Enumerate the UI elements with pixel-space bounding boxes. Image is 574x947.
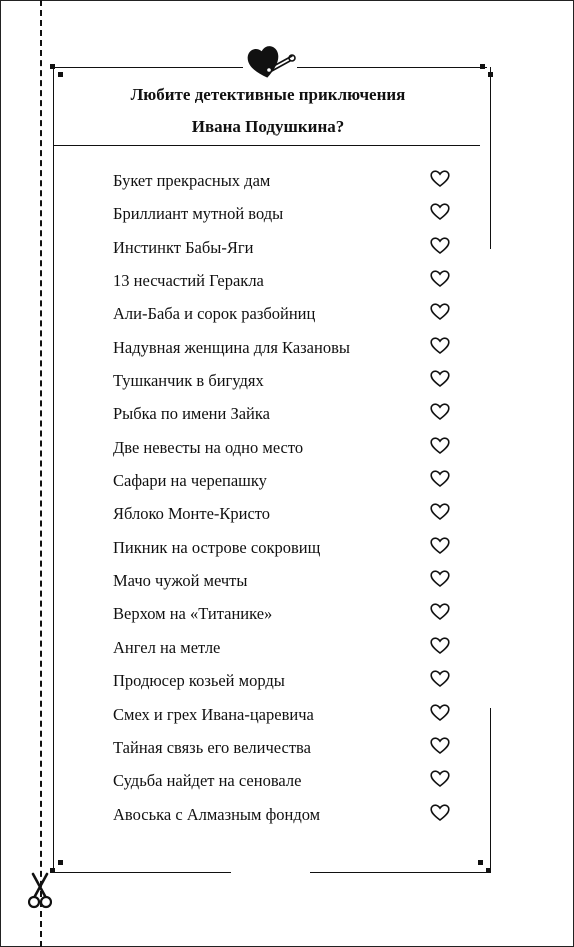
book-title: Пикник на острове сокровищ — [113, 537, 321, 557]
frame-corner-bottom-right — [486, 868, 491, 873]
cut-line — [40, 0, 42, 947]
heart-outline-icon — [430, 570, 450, 588]
heart-with-safety-pin-icon — [244, 40, 296, 82]
list-item — [113, 532, 458, 565]
heart-outline-icon — [430, 470, 450, 488]
heart-outline-icon — [430, 203, 450, 221]
book-title: Две невесты на одно место — [113, 437, 304, 457]
book-title: Сафари на черепашку — [113, 471, 267, 491]
heart-outline-icon — [430, 603, 450, 621]
heart-outline-icon — [430, 270, 450, 288]
heart-outline-icon — [430, 670, 450, 688]
page-title-line-1: Любите детективные приключения — [130, 85, 406, 104]
book-title: Тайная связь его величества — [113, 737, 311, 757]
heart-outline-icon — [430, 370, 450, 388]
frame-corner-top-right — [480, 64, 485, 69]
frame-corner-bottom-left — [50, 868, 55, 873]
book-title: Авоська с Алмазным фондом — [113, 804, 321, 824]
list-item — [113, 365, 458, 398]
frame-right-lower-line — [490, 708, 491, 873]
page-title-line-2: Ивана Подушкина? — [191, 117, 345, 136]
list-item — [113, 465, 458, 498]
book-title: Али-Баба и сорок разбойниц — [113, 304, 316, 324]
heart-outline-icon — [430, 403, 450, 421]
list-item — [113, 232, 458, 265]
book-title: Инстинкт Бабы-Яги — [113, 237, 254, 257]
heart-outline-icon — [430, 437, 450, 455]
list-item — [113, 398, 458, 431]
book-title: Надувная женщина для Казановы — [113, 337, 350, 357]
list-item — [113, 665, 458, 698]
book-title: Судьба найдет на сеновале — [113, 771, 302, 791]
title-divider — [53, 145, 480, 146]
frame-corner-top-right-inner — [488, 72, 493, 77]
scissors-icon — [28, 872, 52, 910]
frame-corner-top-left-inner — [58, 72, 63, 77]
frame-top-left-line — [53, 67, 243, 68]
heart-outline-icon — [430, 704, 450, 722]
frame-bottom-right-line — [310, 872, 488, 873]
heart-outline-icon — [430, 737, 450, 755]
book-title: Ангел на метле — [113, 637, 221, 657]
list-item — [113, 298, 458, 331]
frame-corner-top-left — [50, 64, 55, 69]
frame-right-upper-line — [490, 67, 491, 249]
heart-outline-icon — [430, 770, 450, 788]
frame-corner-bottom-left-inner — [58, 860, 63, 865]
list-item — [113, 632, 458, 665]
list-item — [113, 699, 458, 732]
frame-bottom-left-line — [53, 872, 231, 873]
book-title: Бриллиант мутной воды — [113, 204, 284, 224]
list-item — [113, 198, 458, 231]
heart-outline-icon — [430, 537, 450, 555]
book-title: Смех и грех Ивана-царевича — [113, 704, 314, 724]
frame-top-right-line — [297, 67, 487, 68]
book-title: Продюсер козьей морды — [113, 671, 285, 691]
book-title: 13 несчастий Геракла — [113, 271, 264, 291]
heart-outline-icon — [430, 637, 450, 655]
heart-outline-icon — [430, 237, 450, 255]
list-item — [113, 165, 458, 198]
list-item — [113, 799, 458, 832]
book-title: Букет прекрасных дам — [113, 171, 271, 190]
book-title: Тушканчик в бигудях — [113, 371, 264, 391]
list-item — [113, 732, 458, 765]
heart-outline-icon — [430, 337, 450, 355]
list-item — [113, 332, 458, 365]
list-item — [113, 498, 458, 531]
list-item — [113, 598, 458, 631]
book-title: Рыбка по имени Зайка — [113, 404, 270, 424]
book-title: Мачо чужой мечты — [113, 571, 248, 591]
heart-outline-icon — [430, 804, 450, 822]
book-title: Яблоко Монте-Кристо — [113, 504, 271, 524]
list-item — [113, 432, 458, 465]
list-item — [113, 265, 458, 298]
book-title: Верхом на «Титанике» — [113, 604, 273, 624]
heart-outline-icon — [430, 303, 450, 321]
frame-corner-bottom-right-inner — [478, 860, 483, 865]
list-item — [113, 765, 458, 798]
frame-left-line — [53, 67, 54, 873]
heart-outline-icon — [430, 170, 450, 188]
heart-outline-icon — [430, 503, 450, 521]
book-list — [113, 165, 458, 832]
list-item — [113, 565, 458, 598]
